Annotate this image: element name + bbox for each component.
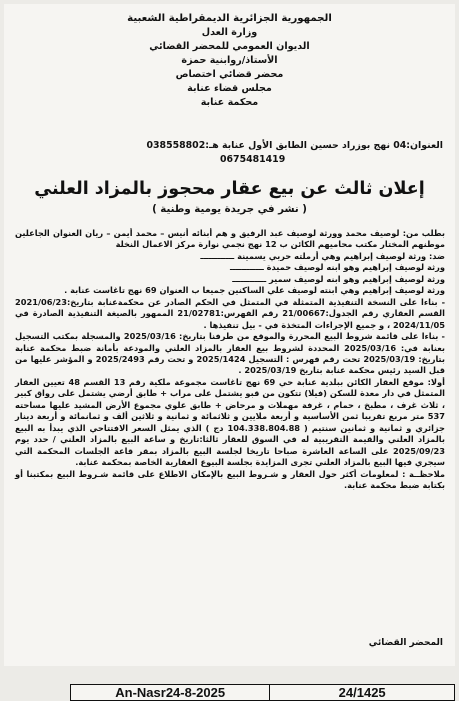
body-requester: بطلب من: لوصيف محمد وورثة لوصيف عبد الرفيق و هم أبنائه أنيس – محمد أيمن – ريان العنوان الجاعلين موطنهم المختار مكتب محاميهم الكائن ب 12 نهج نجمي نوارة مركز الاعمال النخلة [15, 228, 445, 250]
announcement-body [15, 228, 445, 491]
header-jurisdiction: محضر قضائي اختصاص [175, 69, 284, 80]
announcement-page [4, 4, 455, 666]
body-property-details: أولا: موقع العقار الكائن ببلدية عنابة حي 69 نهج تاغاست مجموعة ملكية رقم 13 القسم 48 تعيين العقار المتمثل في دار معدة للسكن (فيلا) تتكون من قبو يشتمل على مراب + طابق أرضي يشتمل على رواق كبير ، ثلاث غرف ، مطبخ ، حمام ، غرفة مهملات و مرحاض + طابق علوي مجموع الأرض المشيد عليها مساحته 537 متر مربع تقريبا ثمن الأساسية و أربعة ملايين و ثلاثمائة و ثمانية و ثلاثين ألف و ثمانمائة و أربعة دينار جزائري و ثمانية و ثمانين سنتيم ( 104.338.804.88 دج ) الذي يمثل السعر الافتتاحي الذي يبدأ به البيع بالمزاد العلني والقيمة التقريبية له في السوق للعقار ثالثا:تاريخ و ساعة البيع بالمزاد العلني / حدد يوم 2025/09/23 على الساعة العاشرة صباحا تاريخا لجلسة البيع بالمزاد بمقر قاعة الجلسات المحكمة التي سيجري فيها البيع بالمزاد العلني تجرى المزايدة بجلسة البيوع العقارية الخاصة بمحكمة عنابة. [15, 376, 445, 468]
letterhead [4, 12, 455, 110]
body-against-3: ورثة لوصيف إبراهيم وهو ابنه لوصيف سمير ــــــــــــ [232, 273, 445, 284]
header-court: محكمة عنابة [200, 97, 259, 108]
footer-source: An-Nasr24-8-2025 [71, 685, 270, 700]
header-office: الديوان العمومي للمحضر القضائي [149, 41, 310, 52]
mobile-phone: 0675481419 [220, 154, 286, 165]
address-line: العنوان:04 نهج بوزراد حسين الطابق الأول عنابة هـ:038558802 [146, 140, 443, 151]
body-conditions: - بناءا على قائمة شروط البيع المحررة والموقع من طرفنا بتاريخ: 2025/03/16 والمسجلة بمكتب التسجيل بعنابة في: 2025/03/16 المحددة لشروط بيع العقار بالمزاد العلني والمودعة بأمانة ضبط محكمة عنابة بتاريخ: 2025/03/19 تحت رقم فهرس : التسجيل 2025/1424 و تحت رقم 2025/2493 و المؤشر عليها من قبل السيد رئيس محكمة عنابة بتاريخ 2025/03/19 . [15, 331, 446, 376]
body-against-1: ضد: ورثة لوصيف إبراهيم وهي أرملته حربي يسمينة ــــــــــــ [200, 250, 445, 261]
office-address [18, 139, 443, 167]
body-against-2: ورثة لوصيف إبراهيم وهو ابنه لوصيف حميدة ــــــــــــ [229, 262, 445, 273]
signature: المحضر القضائي [368, 638, 443, 648]
body-against-4: ورثة لوصيف إبراهيم وهي ابنته لوصيف علي الساكنين جميعا ب العنوان 69 نهج تاغاست عنابة . [64, 285, 445, 296]
footer-reference: 24/1425 [338, 685, 386, 700]
body-judgment: - بناءا على النسخة التنفيذية المتمثلة في المتمثل في الحكم الصادر عن محكمةعنابة بتاريخ:2021/06/23 القسم العقاري رقم الجدول:21/00667 رقم الفهرس:21/02781 الممهور بالصيغة التنفيذية الصادرة في 2024/11/05 ، و جميع الإجراءات المتخذة في - بيل تنفيذها . [15, 296, 445, 330]
header-republic: الجمهورية الجزائرية الديمقراطية الشعبية [127, 13, 332, 24]
announcement-title: إعلان ثالث عن بيع عقار محجوز بالمزاد العلني [34, 179, 425, 199]
publication-note: ( نشر في جريدة يومية وطنية ) [152, 204, 307, 215]
header-ministry: وزارة العدل [201, 27, 258, 38]
publication-footer [70, 684, 455, 701]
header-bailiff-name: الأستاذ/روابنية حمزة [181, 55, 278, 66]
header-council: مجلس قضاء عنابة [187, 83, 272, 94]
body-note: ملاحظــة : لمعلومات أكثر حول العقار و شـروط البيع بالإمكان الاطلاع على قائمة شـروط البيع بمكتبنا أو بكتابة ضبط محكمة عنابة. [15, 468, 445, 490]
